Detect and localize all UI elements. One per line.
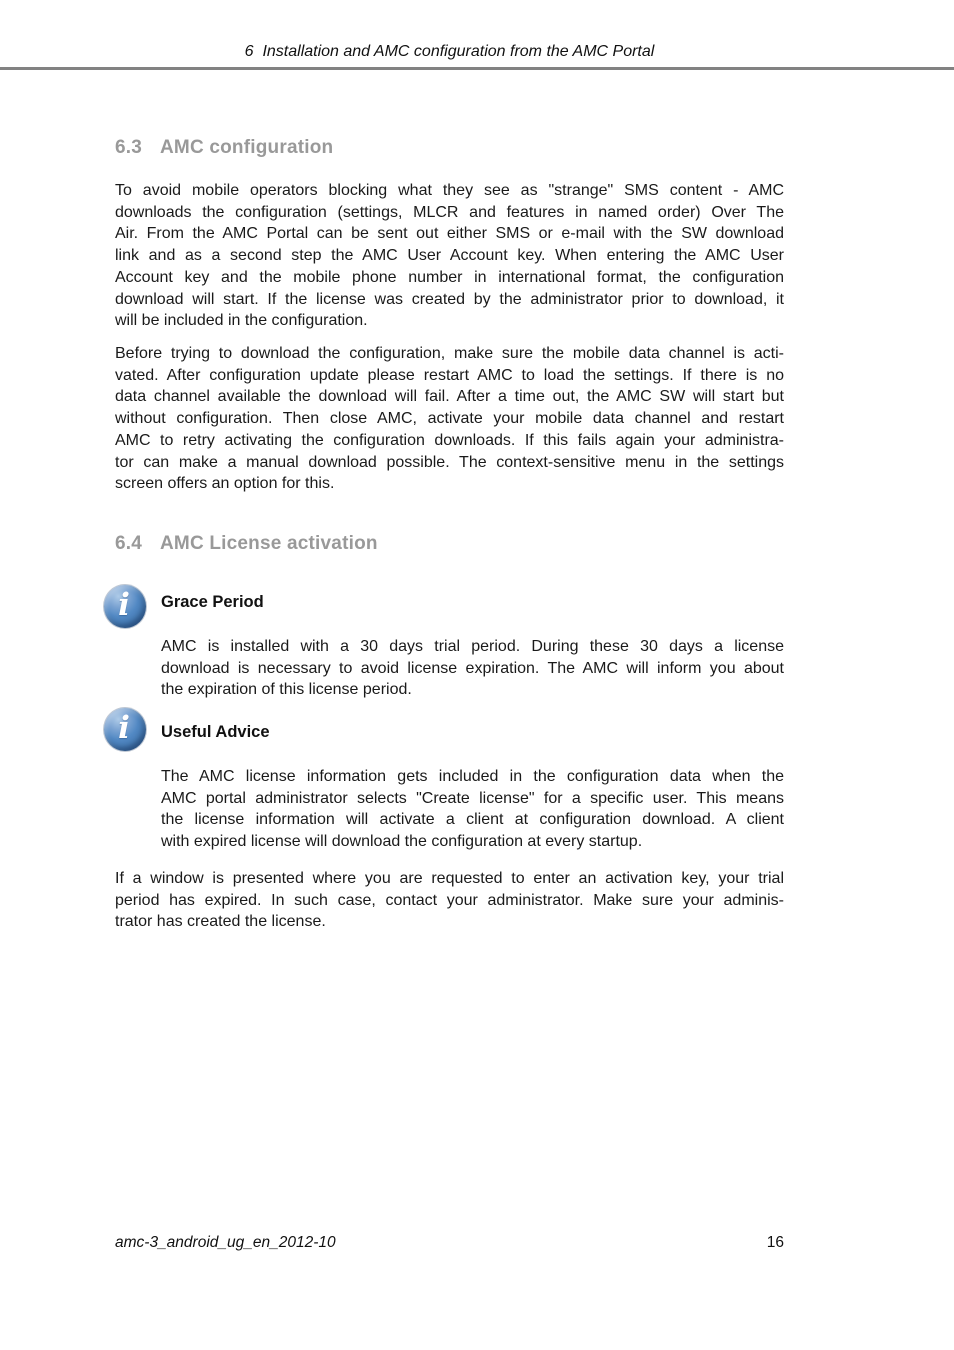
text-line: Before trying to download the configuration, make sure the mobile data channel is acti- (115, 345, 784, 362)
paragraph-data-channel (115, 343, 784, 495)
section-heading-6-4 (115, 532, 784, 556)
section-heading-6-3 (115, 136, 784, 160)
text-line: will be included in the configuration. (115, 312, 368, 330)
section-number: 6.3 (115, 137, 143, 158)
info-icon (104, 708, 146, 751)
note-title-grace-period: Grace Period (161, 593, 264, 611)
text-line: without configuration. Then close AMC, activate your mobile data channel and restart (115, 410, 784, 428)
footer-doc-id: amc-3_android_ug_en_2012-10 (115, 1234, 336, 1251)
text-line: data channel available the download will fail. After a time out, the AMC SW will start but (115, 388, 784, 406)
section-number: 6.4 (115, 533, 143, 554)
section-title: AMC License activation (160, 533, 378, 554)
text-line: If a window is presented where you are requested to enter an activation key, your trial (115, 870, 784, 887)
text-line: link and as a second step the AMC User Account key. When entering the AMC User (115, 247, 784, 265)
text-line: download will start. If the license was created by the administrator prior to download, it (115, 290, 784, 308)
text-line: the license information will activate a client at configuration download. A client (161, 811, 784, 829)
text-line: downloads the configuration (settings, MLCR and features in named order) Over The (115, 203, 784, 221)
note-paragraph-grace-period (161, 636, 784, 701)
running-header-text: 6 Installation and AMC configuration from the AMC Portal (244, 43, 655, 60)
note-paragraph-useful-advice (161, 766, 784, 853)
text-line: AMC is installed with a 30 days trial period. During these 30 days a license (161, 638, 784, 655)
note-title-useful-advice: Useful Advice (161, 723, 270, 741)
footer (115, 1233, 784, 1253)
text-line: AMC to retry activating the configuration downloads. If this fails again your administra- (115, 431, 784, 449)
text-line: Account key and the mobile phone number in international format, the configuration (115, 268, 784, 286)
paragraph-activation-key (115, 868, 784, 933)
text-line: AMC portal administrator selects "Create license" for a specific user. This means (161, 789, 784, 807)
text-line: vated. After configuration update please restart AMC to load the settings. If there is no (115, 366, 784, 384)
text-line: trator has created the license. (115, 913, 326, 931)
italic-i-glyph: i (118, 587, 130, 623)
text-line: screen offers an option for this. (115, 475, 335, 493)
text-line: the expiration of this license period. (161, 681, 412, 699)
text-line: The AMC license information gets included in the configuration data when the (161, 768, 784, 785)
text-line: with expired license will download the configuration at every startup. (161, 833, 643, 851)
section-title: AMC configuration (160, 137, 334, 158)
text-line: Air. From the AMC Portal can be sent out either SMS or e-mail with the SW download (115, 225, 784, 243)
text-line: To avoid mobile operators blocking what they see as "strange" SMS content - AMC (115, 182, 784, 199)
text-line: tor can make a manual download possible. The context-sensitive menu in the settings (115, 453, 784, 471)
info-icon (104, 585, 146, 628)
header-rule (0, 67, 954, 70)
footer-page-number: 16 (766, 1234, 784, 1251)
text-line: download is necessary to avoid license expiration. The AMC will inform you about (161, 659, 784, 677)
paragraph-sms-configuration (115, 180, 784, 332)
italic-i-glyph: i (118, 710, 130, 746)
text-line: period has expired. In such case, contact your administrator. Make sure your adminis- (115, 891, 784, 909)
